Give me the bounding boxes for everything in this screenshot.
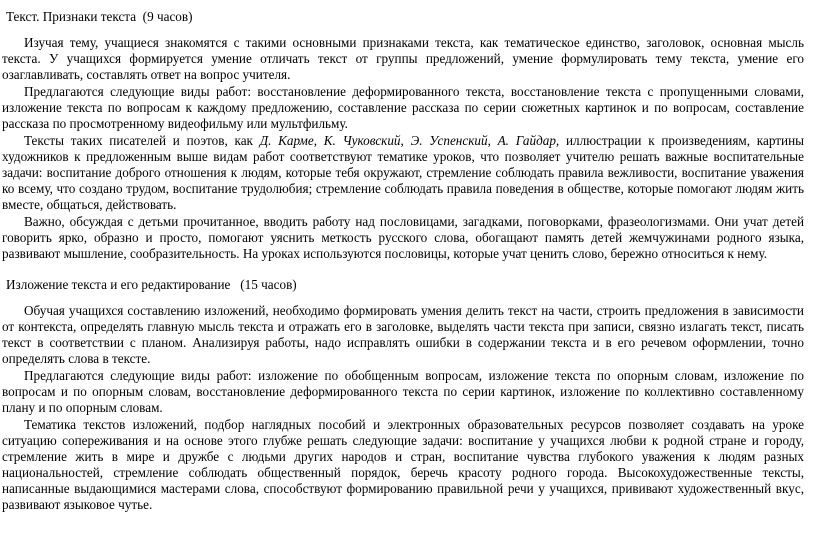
section-heading-retelling: Изложение текста и его редактирование (15 часов) [6,277,297,292]
author-name: К. Чуковский [323,133,401,148]
paragraph-retelling-skills: Обучая учащихся составлению изложений, необходимо формировать умения делить текст на части, строить предложения в зависимости от контекста, определять главную мысль текста и отражать его в заголовке, выделять части текста при записи, связно излагать текст, писать текст в соответствии с планом. Анализируя работы, надо исправлять ошибки в содержании текста и в его речевом оформлении, точно определять слова в тексте. [2,303,804,366]
authors-lead-text: Тексты таких писателей и поэтов, как [24,133,260,148]
paragraph-authors: Тексты таких писателей и поэтов, как Д. Карме, К. Чуковский, Э. Успенский, А. Гайдар, иллюстрации к произведениям, картины художников к предложенным выше видам работ соответствуют тематике уроков, что позволяет учителю решать важные воспитательные задачи: воспитание доброго отношения к людям, которые тебя окружают, стремление соблюдать правила вежливости, воспитание уважения ко всему, что создано трудом, воспитание трудолюбия; стремление соблюдать правила поведения в обществе, которые помогают людям жить вместе, общаться, действовать. [2,133,805,212]
paragraph-work-types: Предлагаются следующие виды работ: восстановление деформированного текста, восстановление текста с пропущенными словами, изложение текста по вопросам к каждому предложению, составление рассказа по серии сюжетных картинок и по вопросам, составление рассказа по просмотренному видеофильму или мультфильму. [2,84,804,131]
paragraph-retelling-work-types: Предлагаются следующие виды работ: изложение по обобщенным вопросам, изложение текста по опорным словам, изложение по вопросам и по опорным словам, восстановление деформированного текста по серии картинок, изложение по коллективно составленному плану и по опорным словам. [2,368,804,415]
author-name: Э. Успенский [410,133,488,148]
authors-tail-text: иллюстрации к произведениям, картины художников к предложенным выше видам работ соответствуют тематике уроков, что позволяет учителю решать важные воспитательные задачи: воспитание доброго отношения к людям, которые тебя окружают, стремление соблюдать правила вежливости, воспитание уважения ко всему, что создано трудом, воспитание трудолюбия; стремление соблюдать правила поведения в обществе, которые помогают людям жить вместе, общаться, действовать. [2,133,805,212]
paragraph-retelling-themes: Тематика текстов изложений, подбор наглядных пособий и электронных образовательных ресурсов позволяет создавать на уроке ситуацию сопереживания и на основе этого глубже решать следующие задачи: воспитание у учащихся любви к родной стране и городу, стремление жить в мире и дружбе с людьми других народов и стран, воспитание чувства глубокого уважения к людям разных национальностей, стремление соблюдать общественный порядок, беречь красоту родного города. Высокохудожественные тексты, написанные выдающимися мастерами слова, способствуют формированию правильной речи у учащихся, прививают художественный вкус, развивают языковое чутье. [2,417,804,512]
author-name: А. Гайдар, [497,133,560,148]
author-name: Д. Карме [259,133,314,148]
paragraph-topic-intro: Изучая тему, учащиеся знакомятся с такими основными признаками текста, как тематическое единство, заголовок, основная мысль текста. У учащихся формируется умение отличать текст от группы предложений, умение формулировать тему текста, умение его озаглавливать, составлять ответ на вопрос учителя. [2,35,804,82]
paragraph-proverbs: Важно, обсуждая с детьми прочитанное, вводить работу над пословицами, загадками, поговорками, фразеологизмами. Они учат детей говорить ярко, образно и просто, помогают уяснить меткость русского слова, обогащают память детей жемчужинами родного языка, развивают мышление, сообразительность. На уроках используются пословицы, которые учат ценить слово, бережно относиться к нему. [2,214,804,261]
section-heading-text-features: Текст. Признаки текста (9 часов) [6,9,193,24]
